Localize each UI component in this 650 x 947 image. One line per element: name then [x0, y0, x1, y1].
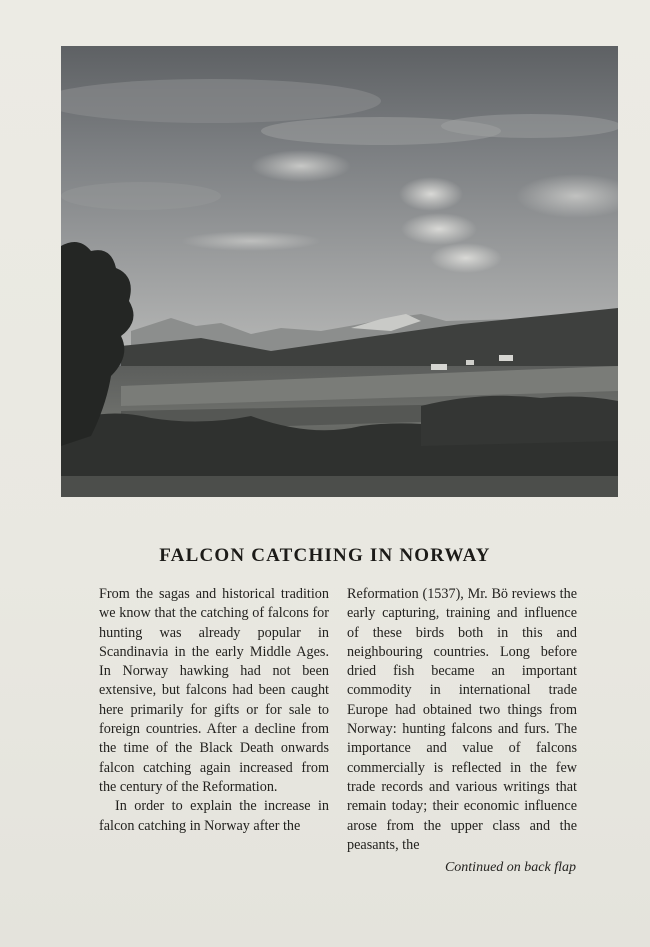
right-paragraph-1: Reformation (1537), Mr. Bö reviews the early capturing, training and influence of these birds both in this and neighbouring countries. Long before dried fish became an important commodity in international trade Europe had obtained two things from Norway: hunting falcons and furs. The importance and value of falcons commercially is reflected in the few trade records and various writings that remain today; their economic influence arose from the upper class and the peasants, the: [347, 586, 577, 853]
page-title: FALCON CATCHING IN NORWAY: [159, 545, 491, 566]
right-text-column: [347, 585, 577, 855]
left-text-column: [99, 585, 329, 836]
landscape-photo: [61, 46, 618, 497]
left-paragraph-2: In order to explain the increase in falcon catching in Norway after the: [99, 798, 329, 834]
landscape-image: [61, 46, 618, 497]
continued-note: Continued on back flap: [444, 860, 576, 875]
left-paragraph-1: From the sagas and historical tradition we know that the catching of falcons for hunting was already popular in Scandinavia in the early Middle Ages. In Norway hawking had not been extensive, but falcons had been caught here primarily for gifts or for sale to foreign countries. After a decline from the time of the Black Death onwards falcon catching again increased from the century of the Reformation.: [99, 586, 329, 795]
